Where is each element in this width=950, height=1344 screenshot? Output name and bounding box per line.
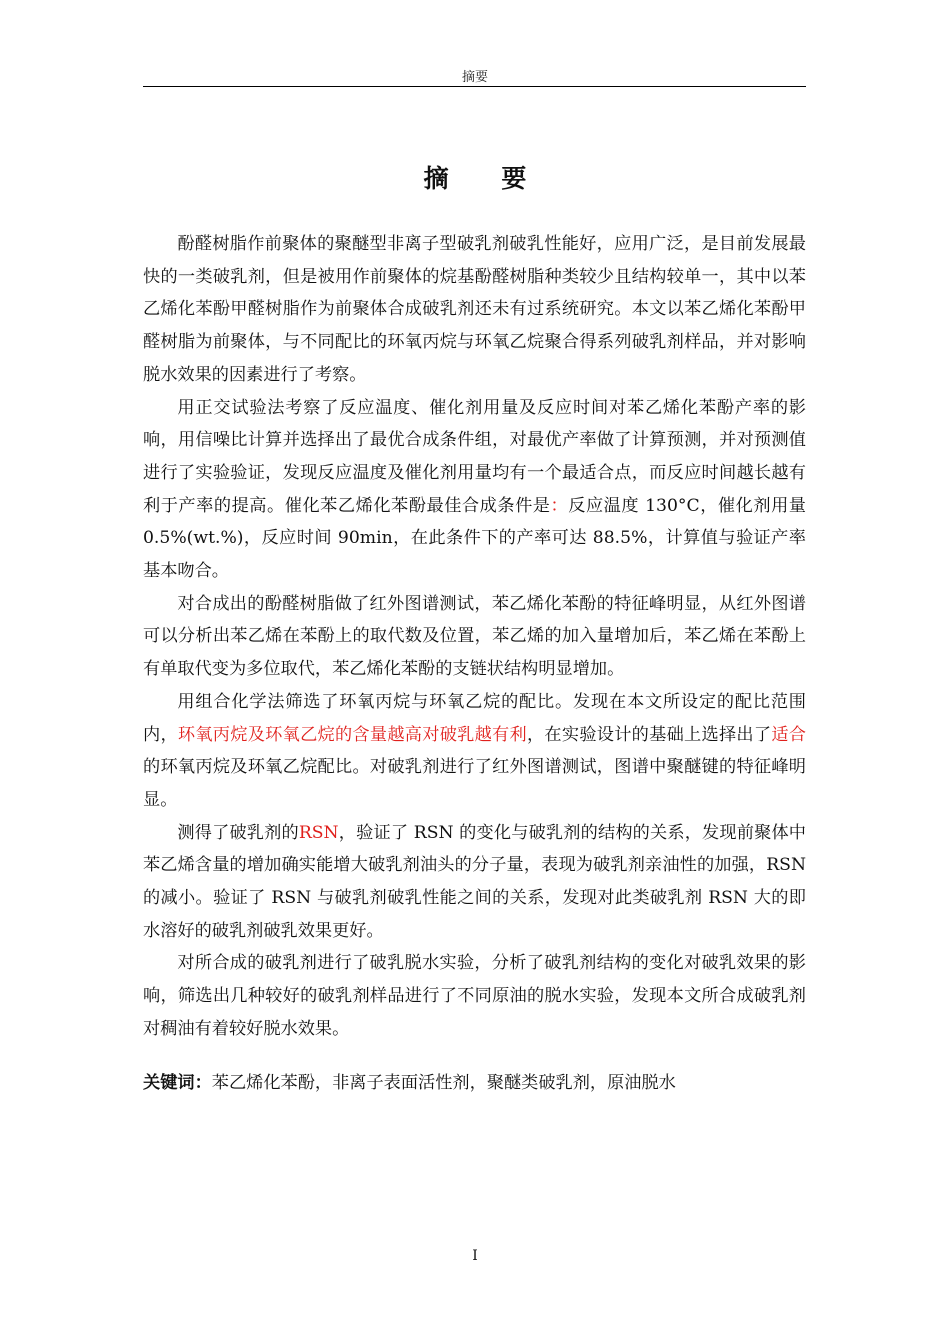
paragraph-segment: 测得了破乳剂的 [177,822,299,843]
paragraph-segment: 反应温度 130°C，催化剂用量 0.5%(wt.%)，反应时间 90min，在此条件下的产率可达 88.5%，计算值与验证产率基本吻合。 [143,495,806,582]
running-header-title: 摘要 [461,70,488,85]
highlighted-text: 环氧丙烷及环氧乙烷的含量越高对破乳越有利 [177,724,527,745]
keywords-text: 苯乙烯化苯酚，非离子表面活性剂，聚醚类破乳剂，原油脱水 [211,1073,676,1093]
abstract-body [143,228,806,1046]
paragraph-1 [143,228,806,392]
highlighted-text: RSN [298,822,339,843]
paragraph-segment: 对合成出的酚醛树脂做了红外图谱测试，苯乙烯化苯酚的特征峰明显，从红外图谱可以分析出苯乙烯在苯酚上的取代数及位置，苯乙烯的加入量增加后，苯乙烯在苯酚上有单取代变为多位取代，苯乙烯化苯酚的支链状结构明显增加。 [143,593,806,680]
paragraph-segment: 的环氧丙烷及环氧乙烷配比。对破乳剂进行了红外图谱测试，图谱中聚醚键的特征峰明显。 [143,757,806,810]
highlighted-text: ： [550,495,569,516]
page-title: 摘 要 [423,164,549,193]
paragraph-6 [143,947,806,1045]
paragraph-5 [143,817,806,948]
paragraph-segment: 用正交试验法考察了反应温度、催化剂用量及反应时间对苯乙烯化苯酚产率的影响，用信噪比计算并选择出了最优合成条件组，对最优产率做了计算预测，并对预测值进行了实验验证，发现反应温度及催化剂用量均有一个最适合点，而反应时间越长越有利于产率的提高。催化苯乙烯化苯酚最佳合成条件是 [143,397,806,516]
keywords-label: 关键词： [143,1073,212,1093]
paragraph-segment: 用组合化学法筛选了环氧丙烷与环氧乙烷的配比。发现在本文所设定的配比范围内， [143,691,806,745]
paragraph-segment: 酚醛树脂作前聚体的聚醚型非离子型破乳剂破乳性能好，应用广泛，是目前发展最快的一类破乳剂，但是被用作前聚体的烷基酚醛树脂种类较少且结构较单一，其中以苯乙烯化苯酚甲醛树脂作为前聚体合成破乳剂还未有过系统研究。本文以苯乙烯化苯酚甲醛树脂为前聚体，与不同配比的环氧丙烷与环氧乙烷聚合得系列破乳剂样品，并对影响脱水效果的因素进行了考察。 [143,234,806,385]
page-number: I [472,1248,478,1264]
paragraph-segment: ，验证了 RSN 的变化与破乳剂的结构的关系，发现前聚体中苯乙烯含量的增加确实能增大破乳剂油头的分子量，表现为破乳剂亲油性的加强，RSN 的减小。验证了 RSN 与破乳剂破乳性能之间的关系，发现对此类破乳剂 RSN 大的即水溶好的破乳剂破乳效果更好。 [143,822,806,941]
header-divider [143,86,806,87]
keywords-line [143,1067,806,1099]
paragraph-segment: 对所合成的破乳剂进行了破乳脱水实验，分析了破乳剂结构的变化对破乳效果的影响，筛选出几种较好的破乳剂样品进行了不同原油的脱水实验，发现本文所合成破乳剂对稠油有着较好脱水效果。 [143,953,806,1039]
paragraph-4 [143,686,806,817]
paragraph-3 [143,588,806,686]
paragraph-segment: ，在实验设计的基础上选择出了 [526,724,772,745]
paragraph-2 [143,392,806,588]
highlighted-text: 适合 [771,724,806,745]
